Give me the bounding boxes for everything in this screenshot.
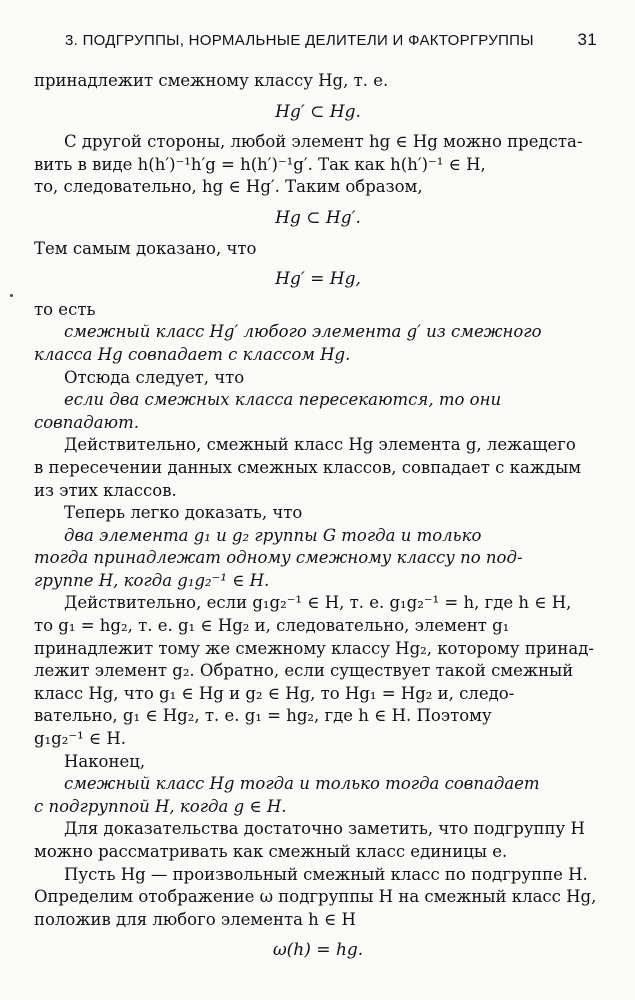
italic-statement-line: если два смежных класса пересекаются, то они (64, 390, 502, 410)
text-line: Отсюда следует, что (64, 367, 245, 387)
italic-statement-line: группе H, когда g₁g₂⁻¹ ∈ H. (34, 570, 270, 590)
text-line: принадлежит тому же смежному классу Hg₂, которому принад- (34, 638, 594, 658)
page-number: 31 (577, 30, 597, 49)
text-line: можно рассматривать как смежный класс единицы e. (34, 842, 508, 861)
text-line: в пересечении данных смежных классов, совпадает с каждым (34, 457, 582, 477)
formula: Hg′ = Hg, (275, 269, 361, 290)
italic-statement-line: смежный класс Hg тогда и только тогда совпадает (64, 774, 540, 794)
italic-statement-line: два элемента g₁ и g₂ группы G тогда и только (64, 525, 482, 545)
text-line: класс Hg, что g₁ ∈ Hg и g₂ ∈ Hg, то Hg₁ = Hg₂ и, следо- (34, 683, 515, 703)
text-line: из этих классов. (34, 480, 177, 500)
formula: Hg′ ⊂ Hg. (275, 101, 361, 122)
text-line: Определим отображение ω подгруппы H на смежный класс Hg, (34, 887, 597, 907)
italic-statement-line: совпадают. (34, 412, 139, 432)
chapter-title: 3. ПОДГРУППЫ, НОРМАЛЬНЫЕ ДЕЛИТЕЛИ И ФАКТОРГРУППЫ (65, 32, 534, 49)
text-line: Наконец, (64, 751, 146, 771)
page-body (34, 70, 602, 970)
margin-mark (10, 294, 13, 297)
text-line: Для доказательства достаточно заметить, что подгруппу H (64, 819, 585, 839)
text-line: Действительно, смежный класс Hg элемента g, лежащего (64, 435, 576, 455)
italic-statement-line: класса Hg совпадает с классом Hg. (34, 344, 351, 364)
text-line: вательно, g₁ ∈ Hg₂, т. е. g₁ = hg₂, где h ∈ H. Поэтому (34, 706, 492, 726)
text-line: то g₁ = hg₂, т. е. g₁ ∈ Hg₂ и, следовательно, элемент g₁ (34, 616, 510, 636)
text-line: принадлежит смежному классу Hg, т. е. (34, 71, 389, 90)
text-line: то есть (34, 299, 96, 319)
text-line: Пусть Hg — произвольный смежный класс по подгруппе H. (64, 864, 588, 884)
text-line: Действительно, если g₁g₂⁻¹ ∈ H, т. е. g₁g₂⁻¹ = h, где h ∈ H, (64, 593, 572, 613)
text-line: вить в виде h(h′)⁻¹h′g = h(h′)⁻¹g′. Так как h(h′)⁻¹ ∈ H, (34, 154, 486, 174)
text-line: С другой стороны, любой элемент hg ∈ Hg можно предста- (64, 132, 583, 152)
italic-statement-line: с подгруппой H, когда g ∈ H. (34, 796, 287, 816)
text-line: Тем самым доказано, что (34, 238, 257, 258)
text-line: положив для любого элемента h ∈ H (34, 909, 356, 929)
text-line: то, следовательно, hg ∈ Hg′. Таким образом, (34, 177, 423, 197)
text-line: лежит элемент g₂. Обратно, если существует такой смежный (34, 661, 574, 681)
italic-statement-line: тогда принадлежат одному смежному классу по под- (34, 548, 523, 568)
text-line: Теперь легко доказать, что (64, 503, 303, 523)
formula: Hg ⊂ Hg′. (275, 207, 361, 228)
formula: ω(h) = hg. (272, 940, 364, 961)
text-line: g₁g₂⁻¹ ∈ H. (34, 729, 127, 749)
italic-statement-line: смежный класс Hg′ любого элемента g′ из смежного (64, 322, 542, 342)
running-header (65, 30, 597, 50)
